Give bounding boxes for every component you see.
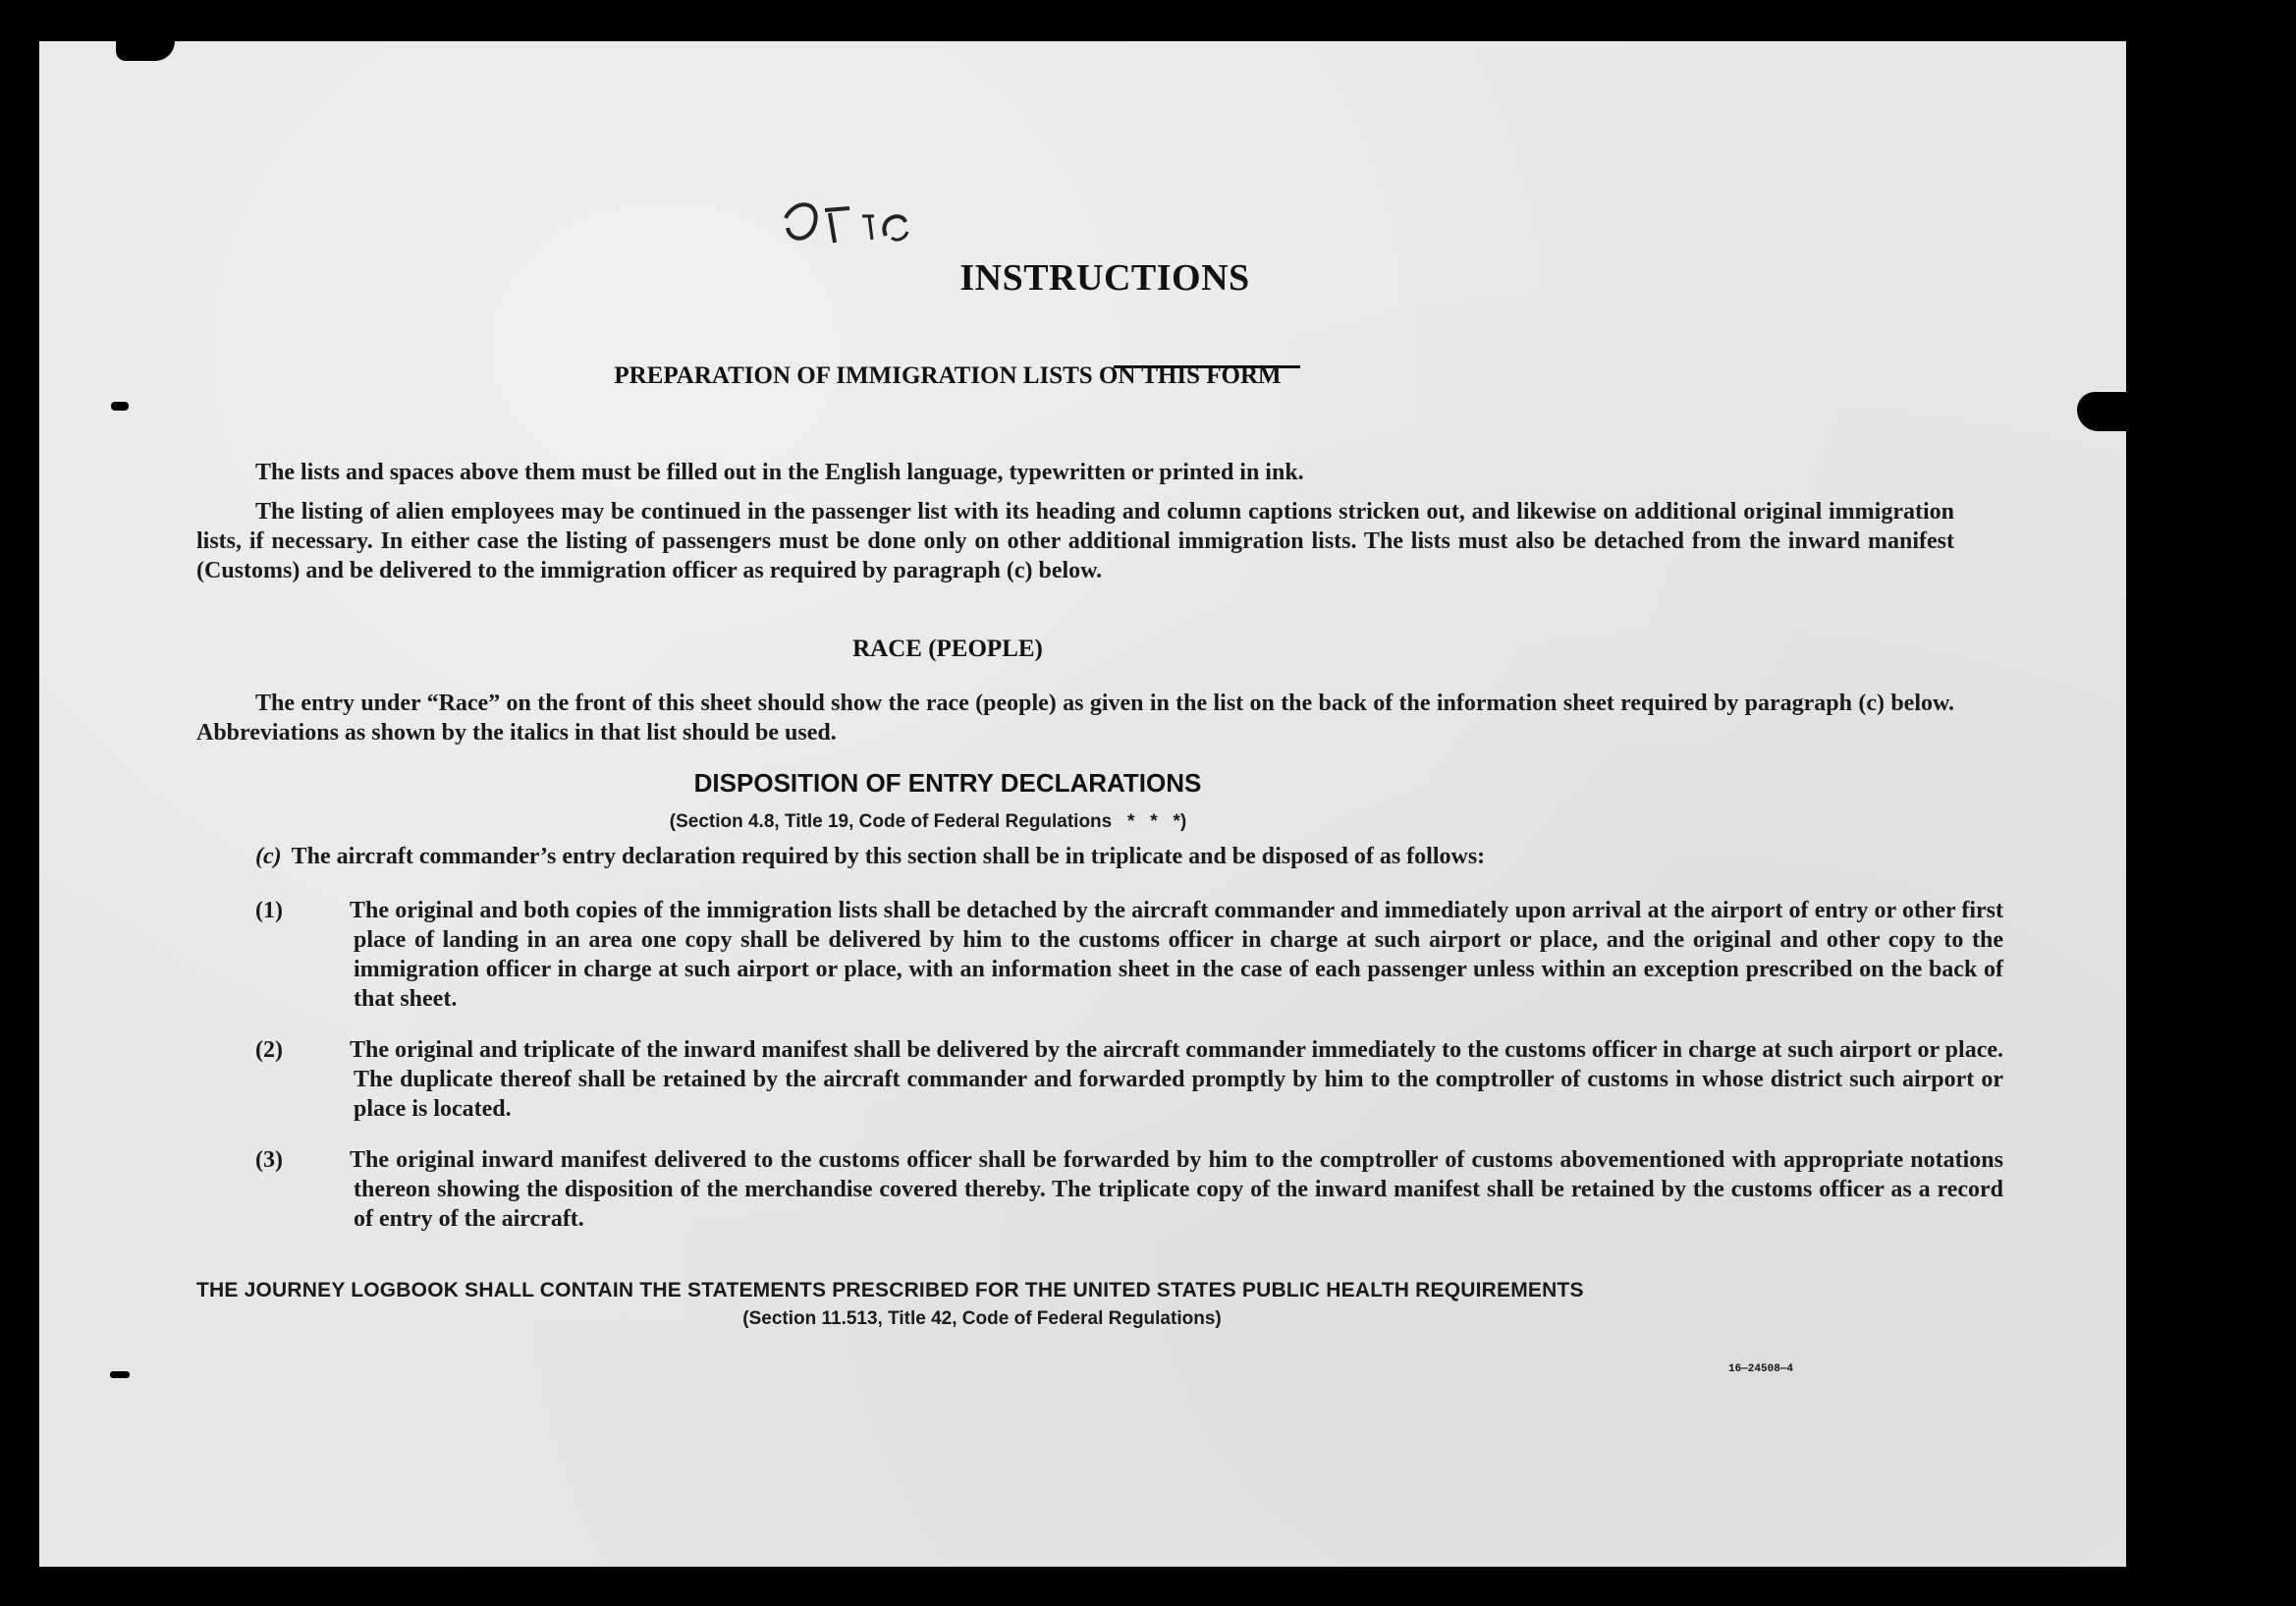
citation-disposition: (Section 4.8, Title 19, Code of Federal Regulations * * *) [669, 811, 1187, 832]
logbook-citation: (Section 11.513, Title 42, Code of Federal Regulations) [742, 1308, 1222, 1329]
list-item-1-text: The original and both copies of the immigration lists shall be detached by the aircraft commander and immediately upon arrival at the airport of entry or other first place of landing in an area one copy shall be delivered by him to the customs officer in charge at such airport or place, and the original and other copy to the immigration officer in charge at such airport or place, with an information sheet in the case of each passenger unless within an exception prescribed on the back of that sheet. [350, 898, 2003, 1012]
margin-blot [110, 1371, 130, 1378]
logbook-statement: THE JOURNEY LOGBOOK SHALL CONTAIN THE STATEMENTS PRESCRIBED FOR THE UNITED STATES PUBLIC HEALTH REQUIREMENTS [196, 1279, 1584, 1301]
margin-blot [111, 402, 129, 411]
section-heading-preparation: PREPARATION OF IMMIGRATION LISTS ON THIS FORM [614, 362, 1282, 389]
list-item-2 [255, 1035, 2003, 1124]
intro-label: (c) [255, 844, 282, 869]
section-heading-race: RACE (PEOPLE) [852, 636, 1043, 662]
document-title: INSTRUCTIONS [959, 257, 1250, 299]
form-code: 16—24508—4 [1728, 1363, 1794, 1375]
paragraph-race [196, 689, 1954, 748]
list-item-3-text: The original inward manifest delivered to the customs officer shall be forwarded by him to the comptroller of customs abovementioned with appropriate notations thereon showing the disposition of the merchandise covered thereby. The triplicate copy of the inward manifest shall be retained by the customs officer as a record of entry of the aircraft. [350, 1147, 2003, 1232]
list-item-2-text: The original and triplicate of the inward manifest shall be delivered by the aircraft commander immediately to the customs officer in charge at such airport or place. The duplicate thereof shall be retained by the aircraft commander and forwarded promptly by him to the comptroller of customs in whose district such airport or place is located. [350, 1037, 2003, 1122]
intro-text: The aircraft commander’s entry declaration required by this section shall be in triplicate and be disposed of as follows: [291, 844, 1486, 869]
list-item-2-label: (2) [255, 1037, 283, 1063]
paragraph-preparation-2-text: The listing of alien employees may be continued in the passenger list with its heading and column captions stricken out, and likewise on additional original immigration lists, if necessary. In either case the listing of passengers must be done only on other additional immigration lists. The lists must also be detached from the inward manifest (Customs) and be delivered to the immigration officer as required by paragraph (c) below. [196, 499, 1954, 583]
list-item-3 [255, 1145, 2003, 1234]
section-heading-disposition: DISPOSITION OF ENTRY DECLARATIONS [693, 768, 1202, 798]
paragraph-preparation-2 [196, 497, 1954, 585]
corner-tear [2077, 392, 2126, 431]
bleed-through-text [923, 144, 931, 178]
document-page [39, 41, 2126, 1567]
paragraph-race-text: The entry under “Race” on the front of this sheet should show the race (people) as given in the list on the back of the information sheet required by paragraph (c) below. Abbreviations as shown by the italics in that list should be used. [196, 691, 1954, 746]
list-item-1-label: (1) [255, 898, 283, 923]
paragraph-preparation-1: The lists and spaces above them must be filled out in the English language, typewritten or printed in ink. [255, 460, 1304, 485]
list-item-1 [255, 896, 2003, 1014]
corner-tear [116, 41, 175, 61]
list-item-3-label: (3) [255, 1147, 283, 1173]
paragraph-disposition-intro [255, 842, 1984, 871]
